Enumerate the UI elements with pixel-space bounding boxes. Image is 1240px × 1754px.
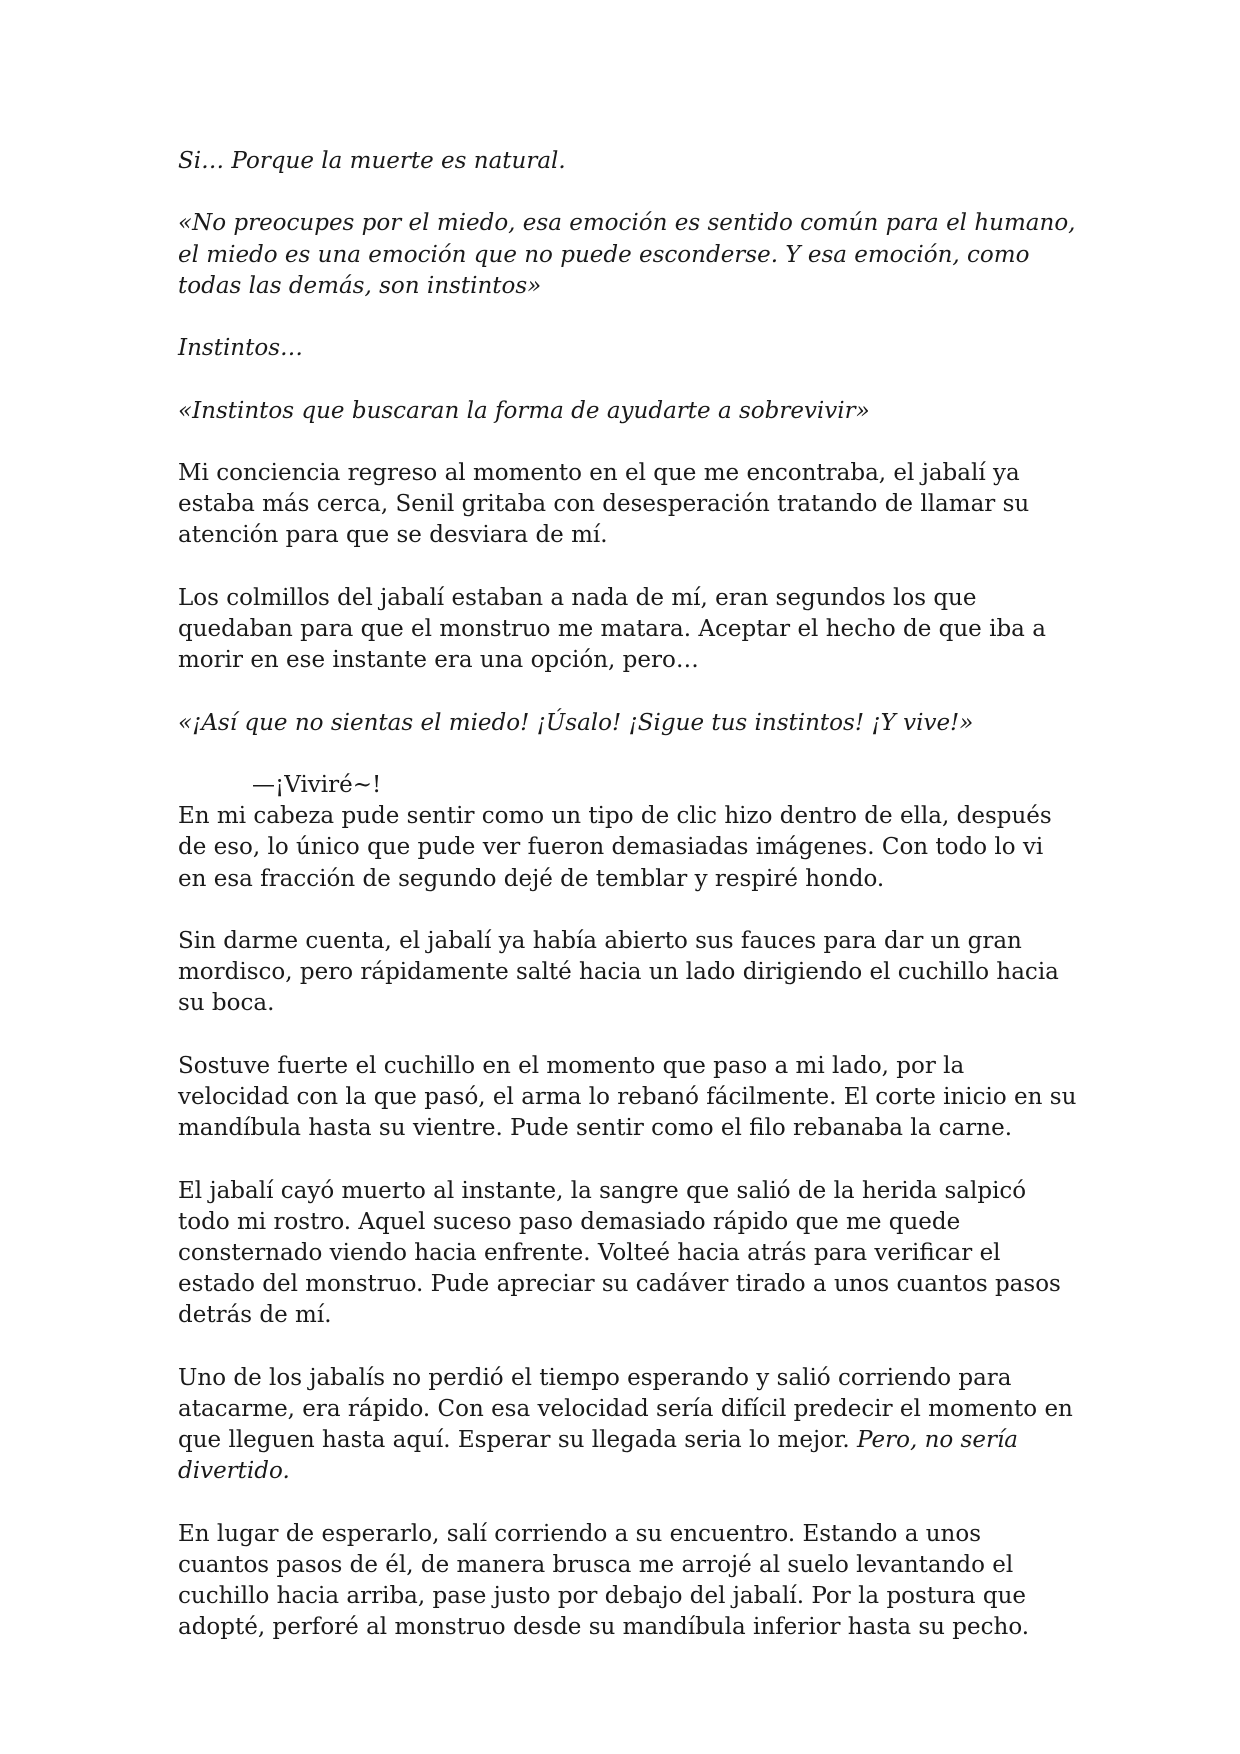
paragraph: En lugar de esperarlo, salí corriendo a su encuentro. Estando a unos cuantos pasos de él, de manera brusca me arrojé al suelo levantando el cuchillo hacia arriba, pase justo por debajo del jabalí. Por la postura que adopté, perforé al monstruo desde su mandíbula inferior hasta su pecho. [178,1520,1030,1641]
paragraph: Si… Porque la muerte es natural. [178,148,566,174]
paragraph: «No preocupes por el miedo, esa emoción es sentido común para el humano, el miedo es una emoción que no puede esconderse. Y esa emoción, como todas las demás, son instintos» [178,210,1076,299]
paragraph: Sin darme cuenta, el jabalí ya había abierto sus fauces para dar un gran mordisco, pero rápidamente salté hacia un lado dirigiendo el cuchillo hacia su boca. [178,927,1059,1017]
dialogue-line: —¡Viviré~! [252,771,382,798]
paragraph: Sostuve fuerte el cuchillo en el momento que paso a mi lado, por la velocidad con la que pasó, el arma lo rebanó fácilmente. El corte inicio en su mandíbula hasta su vientre. Pude sentir como el filo rebanaba la carne. [178,1052,1077,1142]
paragraph [178,1363,1078,1488]
paragraph: En mi cabeza pude sentir como un tipo de clic hizo dentro de ella, después de eso, lo único que pude ver fueron demasiadas imágenes. Con todo lo vi en esa fracción de segundo dejé de temblar y respiré hondo. [178,803,1052,892]
italic-phrase: Pero, no sería divertido. [178,1427,1019,1485]
paragraph-text: Uno de los jabalís no perdió el tiempo esperando y salió corriendo para atacarme, era rápido. Con esa velocidad sería difícil predecir el momento en que lleguen hasta aquí. Esperar su llegada seria lo mejor. [178,1364,1073,1454]
body-text [178,146,1078,1675]
paragraph: Los colmillos del jabalí estaban a nada de mí, eran segundos los que quedaban para que el monstruo me matara. Aceptar el hecho de que iba a morir en ese instante era una opción, pero… [178,584,1046,674]
paragraph: Instintos… [178,335,304,362]
paragraph: Mi conciencia regreso al momento en el que me encontraba, el jabalí ya estaba más cerca, Senil gritaba con desesperación tratando de llamar su atención para que se desviara de mí. [178,459,1030,549]
paragraph: «Instintos que buscaran la forma de ayudarte a sobrevivir» [178,397,870,424]
paragraph: «¡Así que no sientas el miedo! ¡Úsalo! ¡Sigue tus instintos! ¡Y vive!» [178,709,974,736]
paragraph: El jabalí cayó muerto al instante, la sangre que salió de la herida salpicó todo mi rostro. Aquel suceso paso demasiado rápido que me quede consternado viendo hacia enfrente. Volteé hacia atrás para verificar el estado del monstruo. Pude apreciar su cadáver tirado a unos cuantos pasos detrás de mí. [178,1177,1061,1329]
